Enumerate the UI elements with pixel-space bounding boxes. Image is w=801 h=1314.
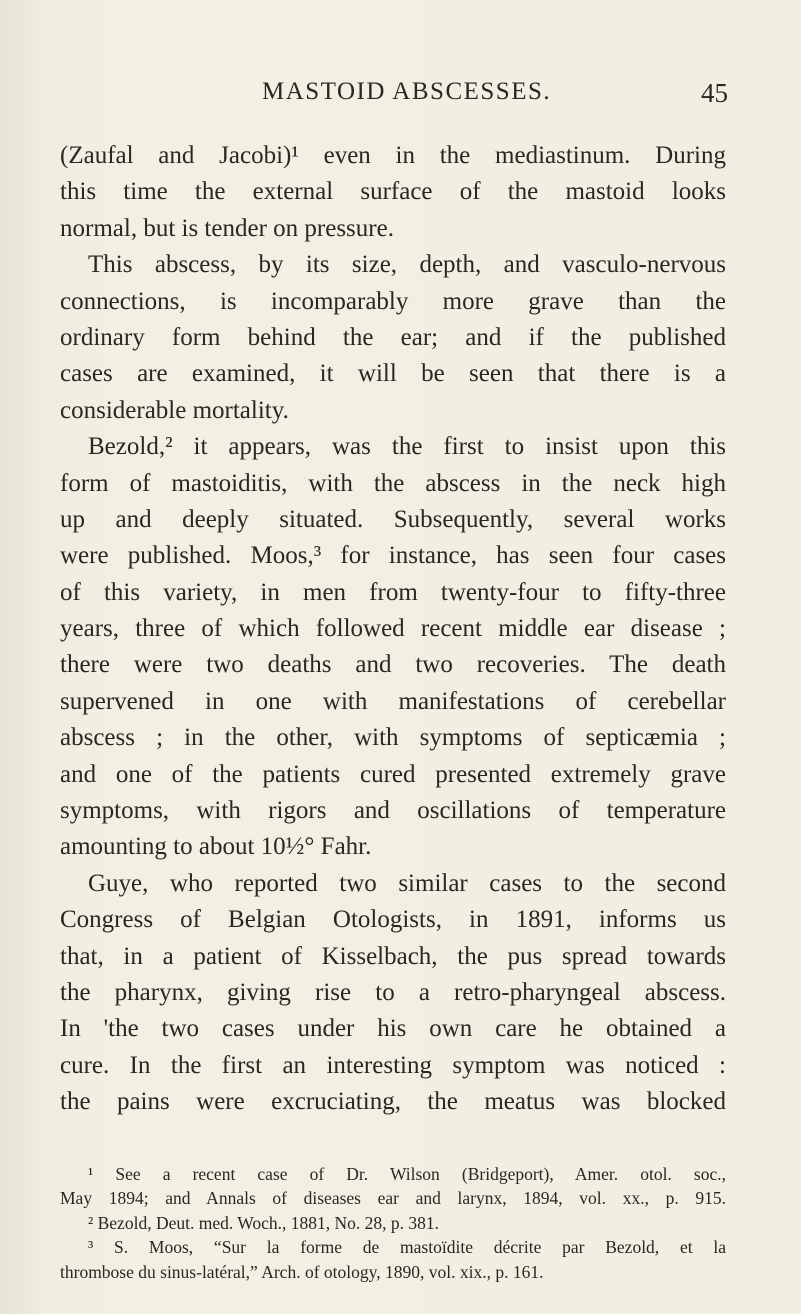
footnotes: [60, 1162, 726, 1284]
text-line: abscess ; in the other, with symptoms of septicæmia ;: [60, 724, 726, 752]
text-line: the pains were excruciating, the meatus was blocked: [60, 1088, 726, 1116]
footnote-line: thrombose du sinus-latéral,” Arch. of otology, 1890, vol. xix., p. 161.: [60, 1261, 544, 1282]
body-text: [60, 138, 726, 1121]
text-line: Guye, who reported two similar cases to the second: [88, 869, 726, 897]
text-line: of this variety, in men from twenty-four to fifty-three: [60, 578, 726, 606]
text-line: there were two deaths and two recoveries. The death: [60, 651, 726, 679]
text-line: considerable mortality.: [60, 396, 289, 424]
footnote-line: ¹ See a recent case of Dr. Wilson (Bridgeport), Amer. otol. soc.,: [88, 1164, 726, 1184]
text-line: up and deeply situated. Subsequently, several works: [60, 505, 726, 533]
text-line: this time the external surface of the mastoid looks: [60, 178, 726, 206]
text-line: connections, is incomparably more grave than the: [60, 287, 726, 315]
running-head: MASTOID ABSCESSES.: [262, 78, 552, 105]
text-line: ordinary form behind the ear; and if the published: [60, 323, 726, 351]
text-line: supervened in one with manifestations of cerebellar: [60, 687, 726, 715]
text-line: were published. Moos,³ for instance, has seen four cases: [60, 542, 726, 570]
text-line: that, in a patient of Kisselbach, the pus spread towards: [60, 942, 726, 970]
text-line: form of mastoiditis, with the abscess in the neck high: [60, 469, 726, 497]
footnote-line: May 1894; and Annals of diseases ear and larynx, 1894, vol. xx., p. 915.: [60, 1188, 726, 1209]
text-line: the pharynx, giving rise to a retro-pharyngeal abscess.: [60, 978, 726, 1006]
footnote-line: ² Bezold, Deut. med. Woch., 1881, No. 28, p. 381.: [88, 1212, 440, 1233]
text-line: Congress of Belgian Otologists, in 1891, informs us: [60, 906, 726, 934]
text-line: In 'the two cases under his own care he obtained a: [60, 1015, 726, 1043]
text-line: Bezold,² it appears, was the first to insist upon this: [88, 433, 726, 461]
page-number: 45: [701, 78, 728, 108]
text-line: (Zaufal and Jacobi)¹ even in the mediastinum. During: [60, 142, 726, 169]
footnote-line: ³ S. Moos, “Sur la forme de mastoïdite décrite par Bezold, et la: [88, 1237, 726, 1258]
text-line: normal, but is tender on pressure.: [60, 214, 394, 242]
text-line: This abscess, by its size, depth, and vasculo-nervous: [88, 251, 726, 279]
text-line: cases are examined, it will be seen that there is a: [60, 360, 726, 388]
text-line: symptoms, with rigors and oscillations of temperature: [60, 797, 726, 825]
text-line: years, three of which followed recent middle ear disease ;: [60, 615, 726, 643]
text-line: amounting to about 10½° Fahr.: [60, 833, 372, 861]
text-line: and one of the patients cured presented extremely grave: [60, 760, 726, 788]
text-line: cure. In the first an interesting symptom was noticed :: [60, 1051, 726, 1079]
page-header: [262, 78, 728, 118]
